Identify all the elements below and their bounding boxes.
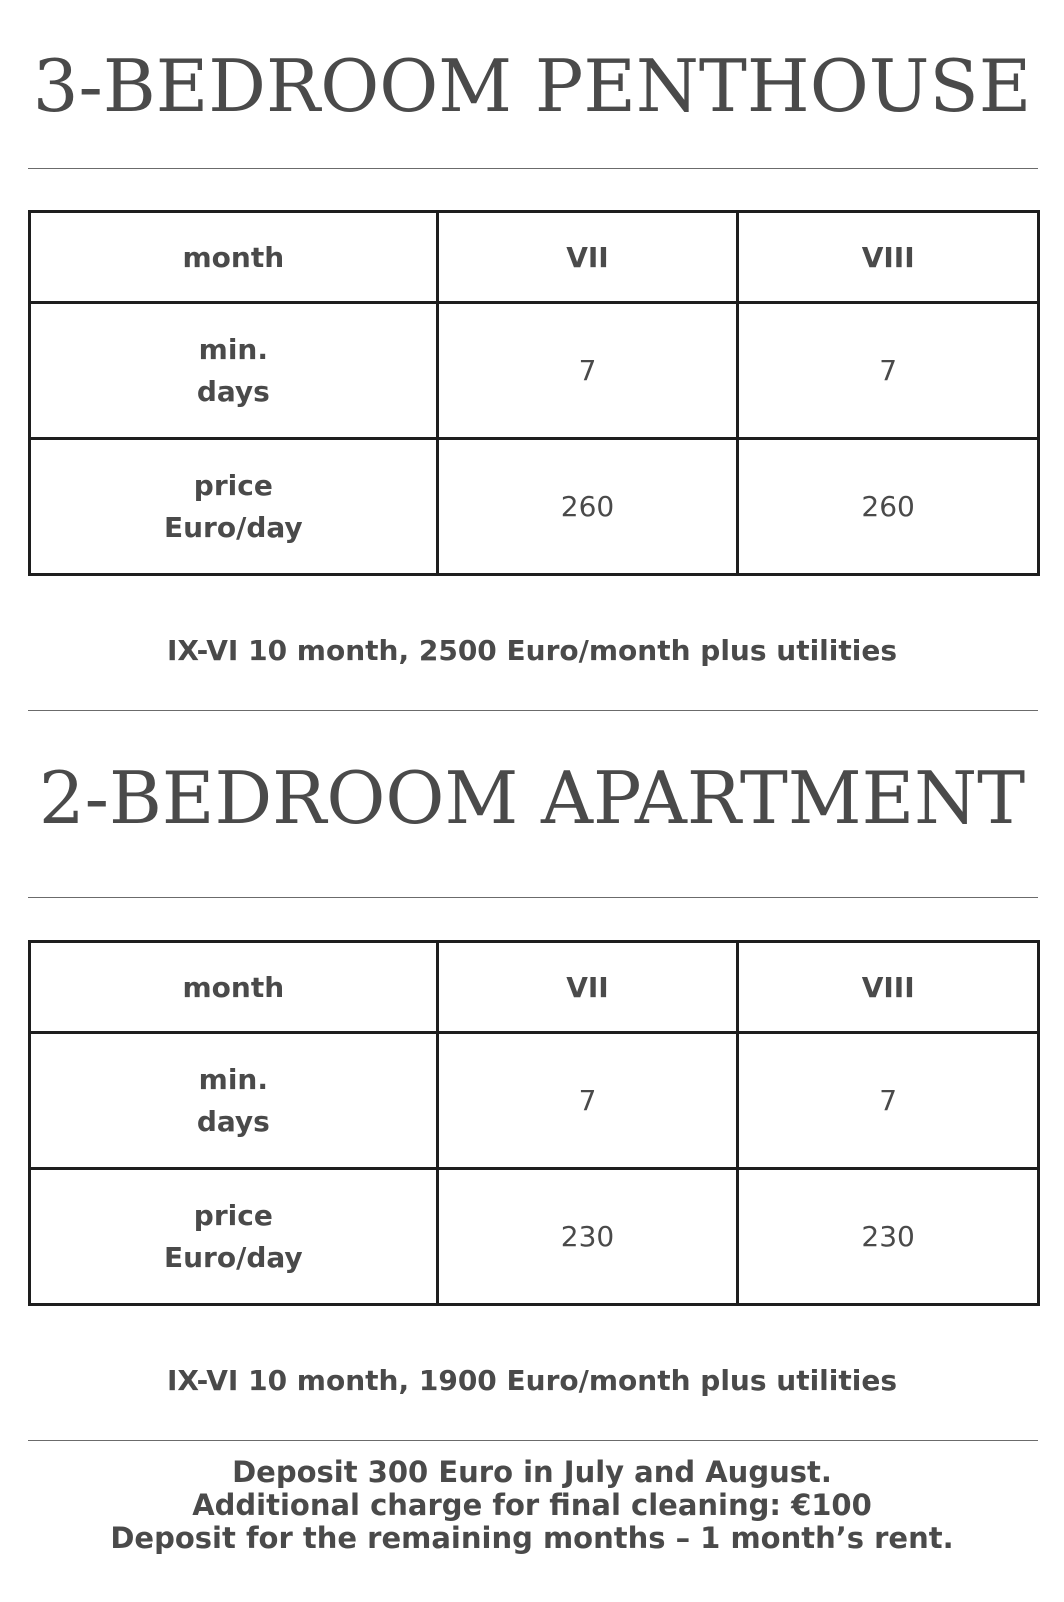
row-label-line: Euro/day xyxy=(163,510,303,544)
section-title-apartment: 2-BEDROOM APARTMENT xyxy=(38,756,1026,840)
min-days-viii: 7 xyxy=(738,1033,1039,1169)
deposit-remaining-text: Deposit for the remaining months – 1 month’s rent. xyxy=(110,1521,954,1555)
row-label-line: price xyxy=(193,1198,273,1232)
table-row-price xyxy=(30,439,1039,575)
header-cell-viii: VIII xyxy=(738,212,1039,303)
header-cell-month: month xyxy=(30,942,438,1033)
deposit-summer-text: Deposit 300 Euro in July and August. xyxy=(232,1455,832,1489)
price-viii: 260 xyxy=(738,439,1039,575)
header-cell-vii: VII xyxy=(437,942,738,1033)
min-days-vii: 7 xyxy=(437,303,738,439)
rates-table-apartment xyxy=(28,940,1040,1306)
header-cell-vii: VII xyxy=(437,212,738,303)
row-label-line: Euro/day xyxy=(163,1240,303,1274)
price-vii: 230 xyxy=(437,1169,738,1305)
divider xyxy=(28,1440,1038,1441)
row-label-price xyxy=(30,439,438,575)
rates-table-penthouse xyxy=(28,210,1040,576)
row-label-min-days xyxy=(30,1033,438,1169)
terms-footer xyxy=(0,1456,1064,1555)
long-term-note-penthouse: IX-VI 10 month, 2500 Euro/month plus utilities xyxy=(166,634,898,667)
min-days-viii: 7 xyxy=(738,303,1039,439)
row-label-line: min. xyxy=(198,332,268,366)
row-label-line: price xyxy=(193,468,273,502)
table-row-min-days xyxy=(30,303,1039,439)
section-title-penthouse: 3-BEDROOM PENTHOUSE xyxy=(32,44,1032,128)
divider xyxy=(28,710,1038,711)
table-header-row xyxy=(30,942,1039,1033)
header-cell-month: month xyxy=(30,212,438,303)
divider xyxy=(28,897,1038,898)
row-label-line: days xyxy=(196,1104,270,1138)
table-row-min-days xyxy=(30,1033,1039,1169)
row-label-min-days xyxy=(30,303,438,439)
min-days-vii: 7 xyxy=(437,1033,738,1169)
divider xyxy=(28,168,1038,169)
table-header-row xyxy=(30,212,1039,303)
table-row-price xyxy=(30,1169,1039,1305)
price-viii: 230 xyxy=(738,1169,1039,1305)
row-label-line: min. xyxy=(198,1062,268,1096)
row-label-price xyxy=(30,1169,438,1305)
cleaning-charge-text: Additional charge for final cleaning: €100 xyxy=(192,1488,872,1522)
long-term-note-apartment: IX-VI 10 month, 1900 Euro/month plus utilities xyxy=(166,1364,898,1397)
row-label-line: days xyxy=(196,374,270,408)
header-cell-viii: VIII xyxy=(738,942,1039,1033)
price-vii: 260 xyxy=(437,439,738,575)
